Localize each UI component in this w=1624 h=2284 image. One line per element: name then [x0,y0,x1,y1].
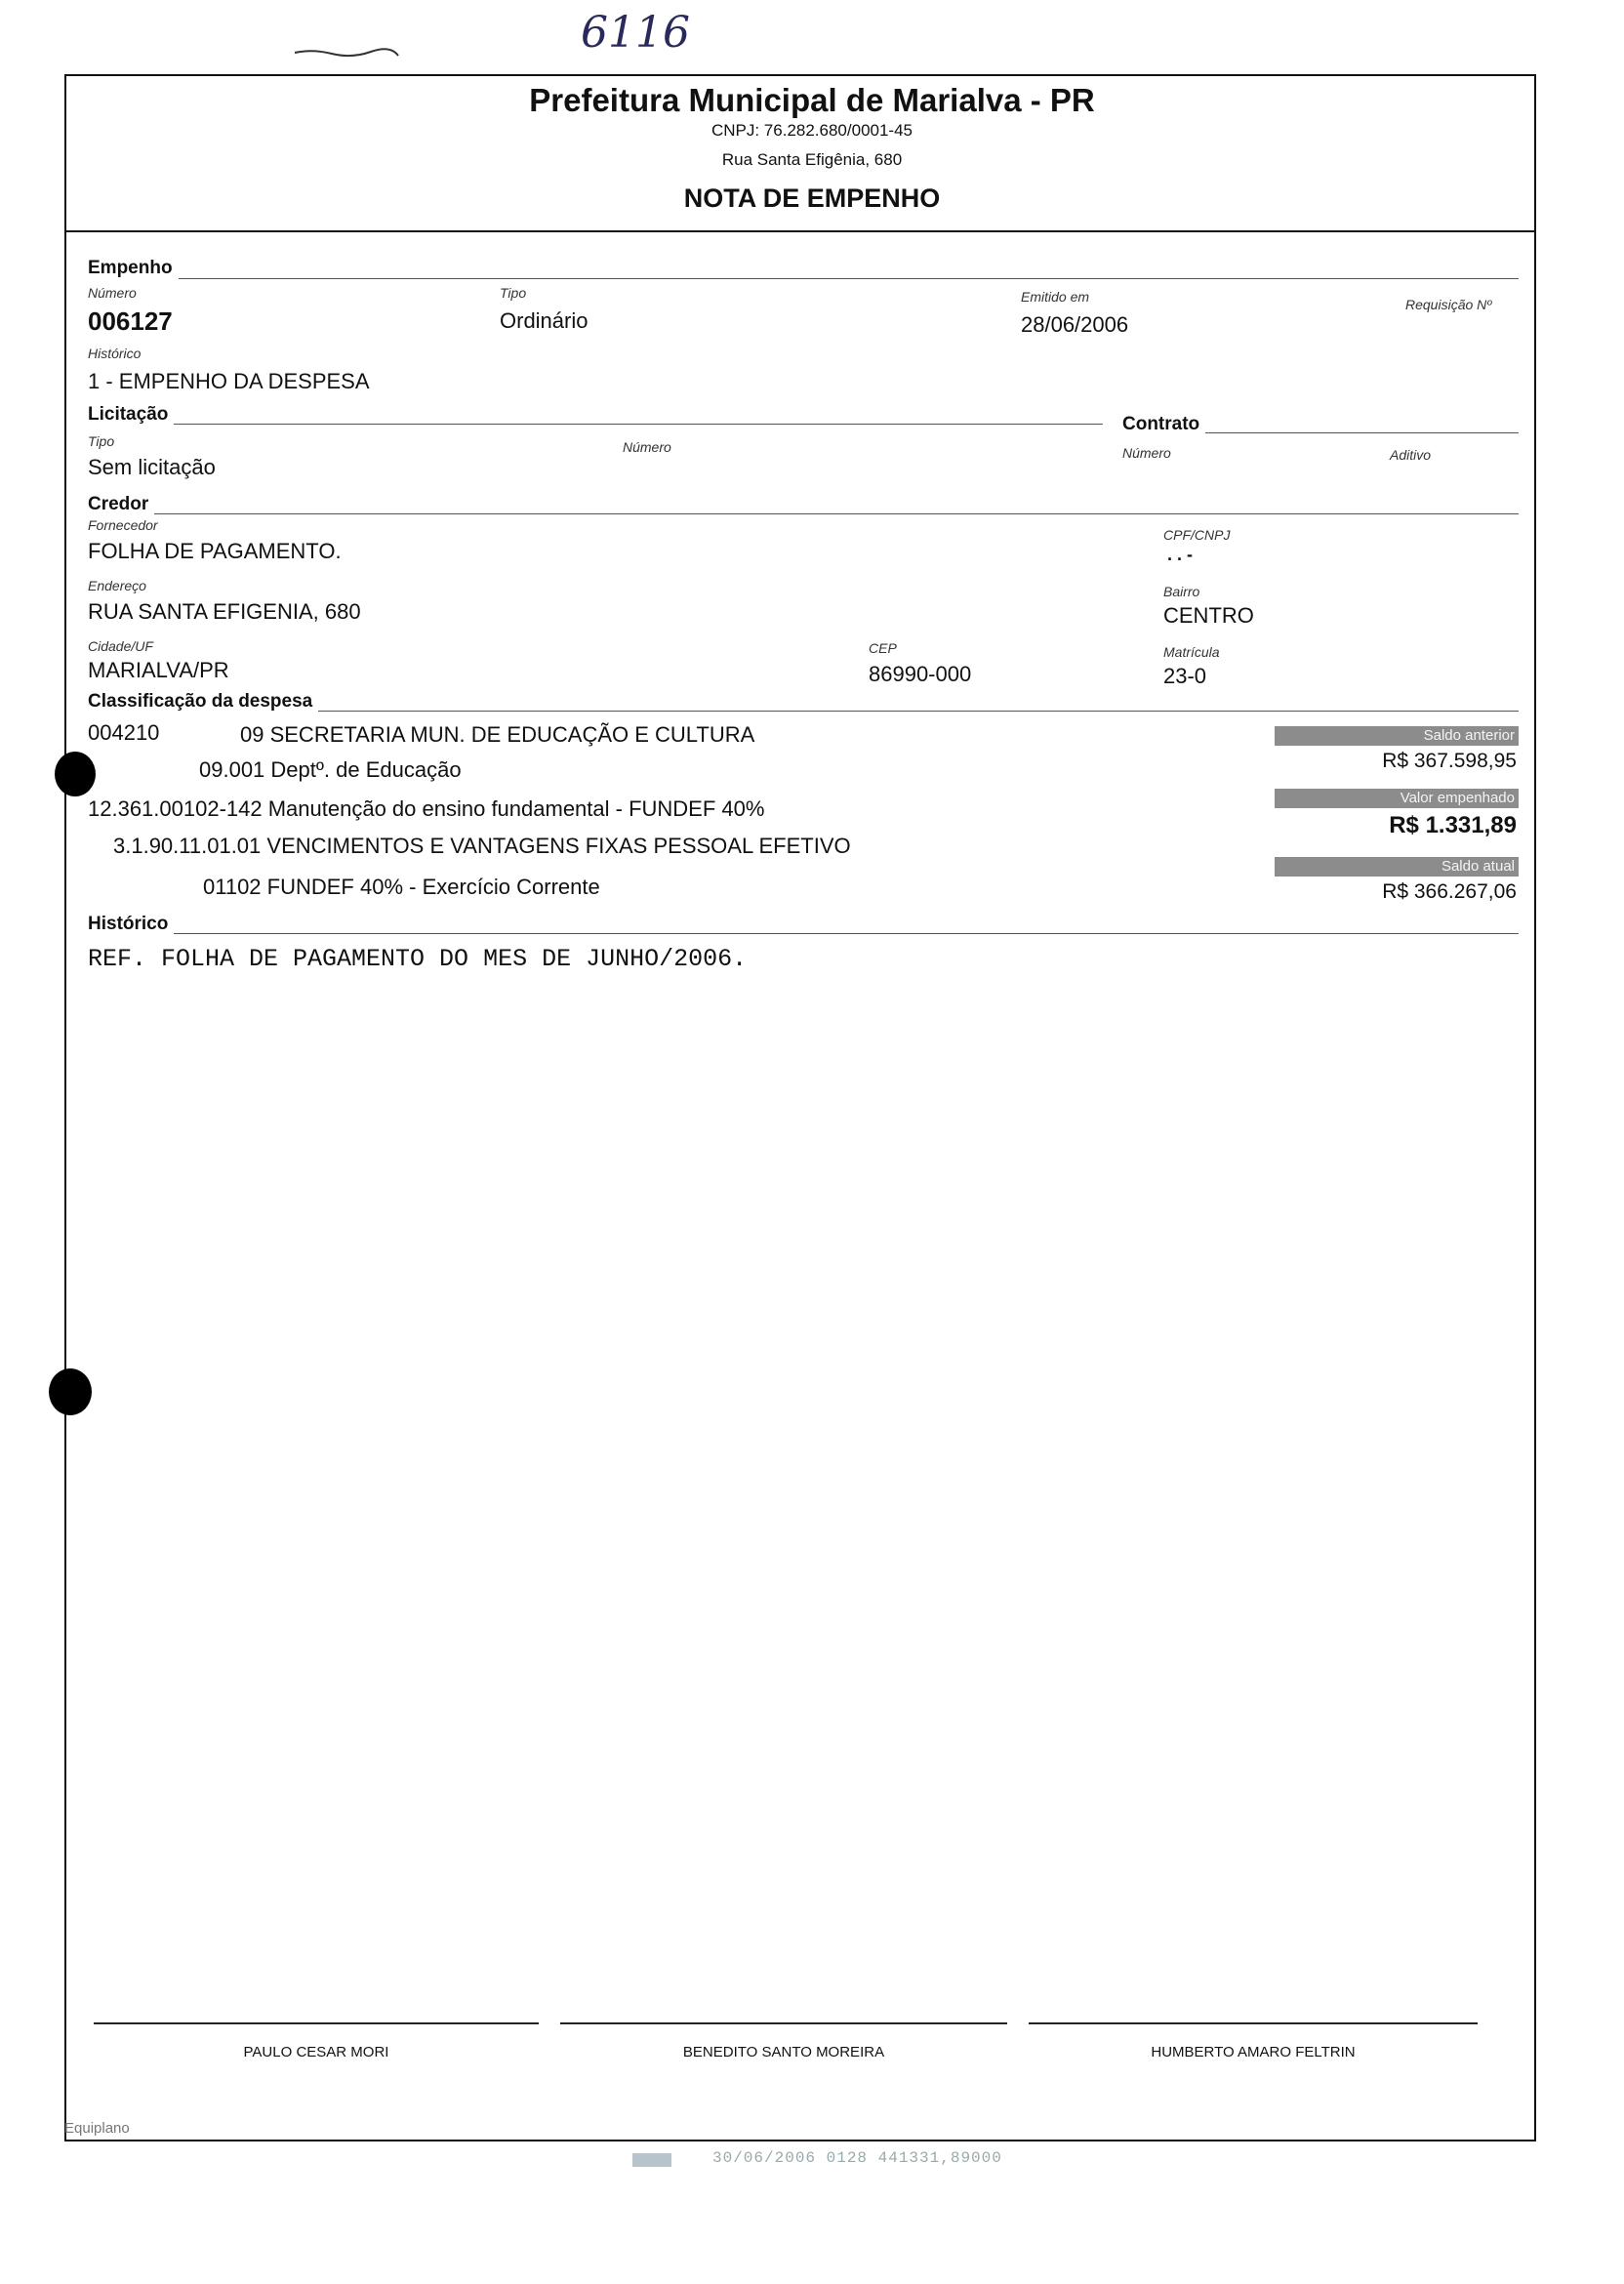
pen-scribble [293,47,400,59]
cidade-label: Cidade/UF [88,638,153,654]
mechanical-stamp: 30/06/2006 0128 441331,89000 [712,2149,1002,2167]
punch-hole-bottom [49,1368,92,1415]
handwritten-page-number: 6116 [581,8,690,58]
document-title: NOTA DE EMPENHO [683,184,941,213]
credor-section-title: Credor [88,494,154,515]
licitacao-rule [88,424,1103,425]
emitido-label: Emitido em [1021,289,1090,305]
historico-rule [88,933,1519,934]
classificacao-programa: 12.361.00102-142 Manutenção do ensino fundamental - FUNDEF 40% [88,796,765,821]
signature-line-2 [560,2022,1007,2024]
empenho-numero-label: Número [88,285,137,301]
historico-section-title: Histórico [88,914,174,935]
signature-name-3: HUMBERTO AMARO FELTRIN [1151,2044,1356,2060]
saldo-atual-value: R$ 366.267,06 [1382,880,1517,903]
municipality-title: Prefeitura Municipal de Marialva - PR [529,82,1095,118]
contrato-aditivo-label: Aditivo [1390,447,1432,463]
licitacao-tipo-label: Tipo [88,433,115,449]
empenho-historico: 1 - EMPENHO DA DESPESA [88,369,370,393]
signature-line-1 [94,2022,539,2024]
empenho-historico-label: Histórico [88,346,142,361]
cpf-cnpj-value: . . - [1167,545,1193,564]
saldo-anterior-label: Saldo anterior [1275,726,1519,746]
classificacao-section-title: Classificação da despesa [88,691,318,713]
saldo-anterior-value: R$ 367.598,95 [1382,750,1517,772]
signature-name-2: BENEDITO SANTO MOREIRA [682,2044,885,2060]
signature-line-3 [1029,2022,1478,2024]
fornecedor-name: FOLHA DE PAGAMENTO. [88,539,342,563]
bairro-label: Bairro [1163,584,1200,599]
valor-empenhado-label: Valor empenhado [1275,789,1519,808]
matricula-label: Matrícula [1163,644,1220,660]
signature-name-1: PAULO CESAR MORI [243,2044,389,2060]
saldo-atual-label: Saldo atual [1275,857,1519,877]
cpf-cnpj-label: CPF/CNPJ [1163,527,1231,543]
empenho-rule [88,278,1519,279]
licitacao-section-title: Licitação [88,404,174,426]
endereco-value: RUA SANTA EFIGENIA, 680 [88,599,361,624]
cep-label: CEP [869,640,897,656]
software-footer: Equiplano [64,2120,130,2137]
classificacao-code: 004210 [88,720,160,745]
classificacao-departamento: 09.001 Deptº. de Educação [199,757,462,782]
valor-empenhado-value: R$ 1.331,89 [1389,812,1517,838]
empenho-tipo-label: Tipo [500,285,527,301]
licitacao-numero-label: Número [623,439,671,455]
cnpj-text: CNPJ: 76.282.680/0001-45 [710,121,914,140]
cidade-value: MARIALVA/PR [88,658,229,682]
licitacao-tipo: Sem licitação [88,455,216,479]
bairro-value: CENTRO [1163,603,1254,628]
classificacao-fonte: 01102 FUNDEF 40% - Exercício Corrente [203,875,600,899]
emitido-date: 28/06/2006 [1021,312,1129,337]
classificacao-elemento: 3.1.90.11.01.01 VENCIMENTOS E VANTAGENS FIXAS PESSOAL EFETIVO [113,834,851,858]
requisicao-label: Requisição Nº [1405,297,1492,312]
stamp-block [632,2153,671,2167]
endereco-label: Endereço [88,578,146,593]
matricula-value: 23-0 [1163,664,1207,688]
credor-rule [88,513,1519,514]
contrato-numero-label: Número [1122,445,1171,461]
empenho-numero: 006127 [88,306,173,336]
empenho-section-title: Empenho [88,258,179,279]
header-divider [64,230,1536,232]
cep-value: 86990-000 [869,662,972,686]
fornecedor-label: Fornecedor [88,517,158,533]
empenho-tipo: Ordinário [500,308,589,333]
address-text: Rua Santa Efigênia, 680 [721,150,903,169]
classificacao-secretaria: 09 SECRETARIA MUN. DE EDUCAÇÃO E CULTURA [240,722,755,747]
contrato-section-title: Contrato [1122,414,1205,435]
historico-text: REF. FOLHA DE PAGAMENTO DO MES DE JUNHO/2006. [88,945,748,973]
punch-hole-top [55,752,96,796]
